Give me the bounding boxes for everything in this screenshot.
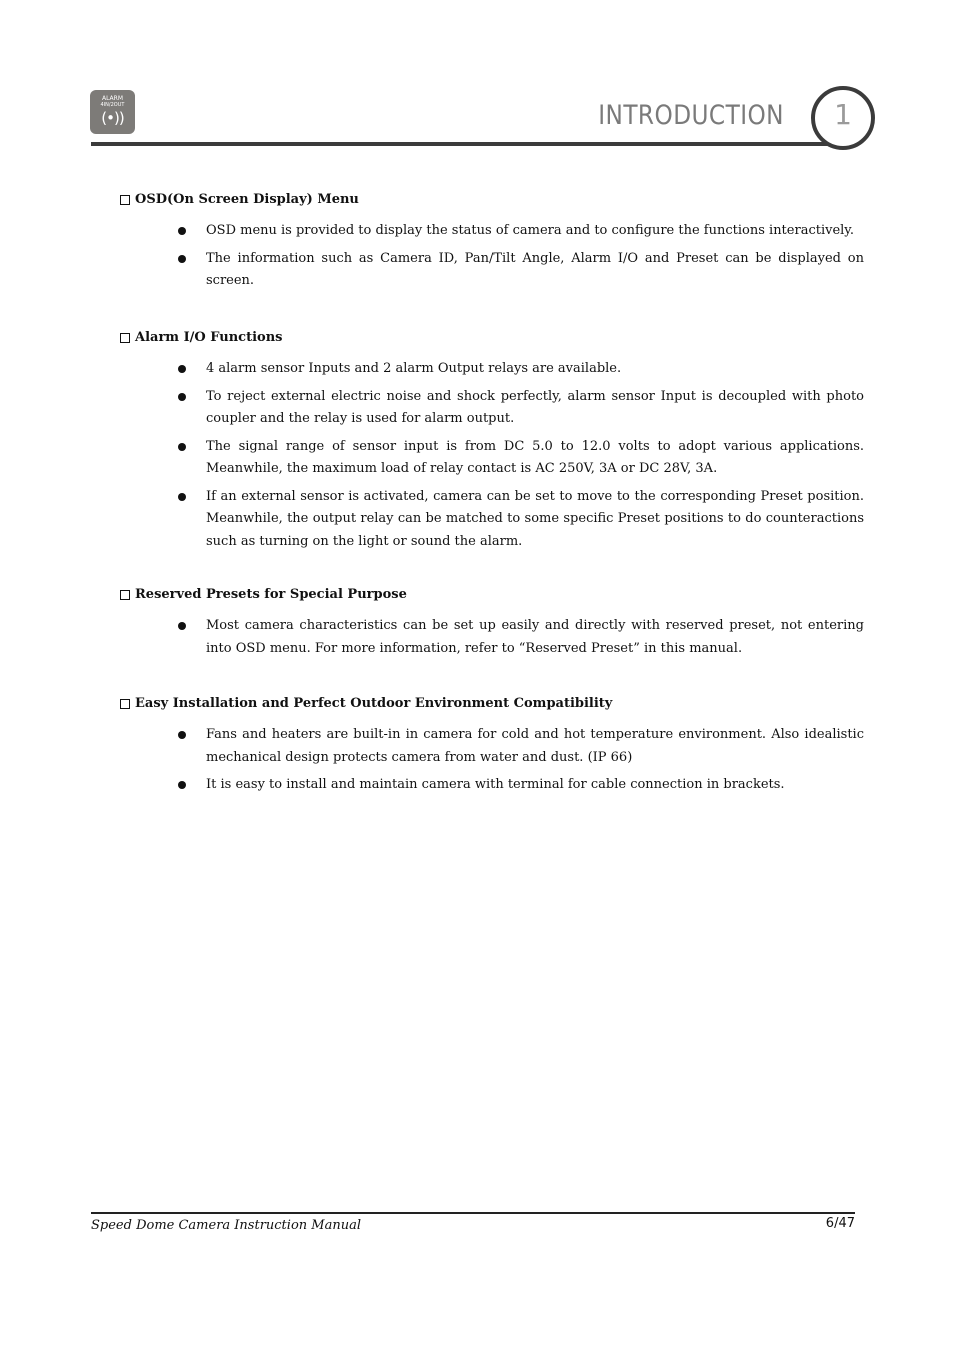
bullet-icon [178,393,186,401]
list-item-text: The signal range of sensor input is from DC 5.0 to 12.0 volts to adopt various applications. Meanwhile, the maximum load of relay contact is AC 250V, 3A or DC 28V, 3A. [206,438,864,476]
section-heading [120,695,864,713]
section-installation [120,695,864,802]
list-item [120,486,864,554]
bullet-icon [178,781,186,789]
chapter-title: INTRODUCTION [598,100,784,131]
checkbox-icon [120,195,130,205]
badge-label-io: 4IN/2OUT [100,102,125,108]
alarm-badge-logo [90,90,135,134]
list-item-text: The information such as Camera ID, Pan/Tilt Angle, Alarm I/O and Preset can be displayed on screen. [206,250,864,288]
section-heading-text: OSD(On Screen Display) Menu [135,192,359,207]
checkbox-icon [120,590,130,600]
section-osd-menu [120,191,864,298]
list-item-text: Fans and heaters are built-in in camera for cold and hot temperature environment. Also idealistic mechanical design protects camera from water and dust. (IP 66) [206,727,864,765]
list-item [120,724,864,769]
list-item [120,386,864,431]
chapter-number-badge [811,86,875,150]
list-item [120,358,864,381]
bullet-icon [178,443,186,451]
bullet-icon [178,731,186,739]
checkbox-icon [120,333,130,343]
section-heading [120,191,864,209]
section-alarm-io [120,329,864,558]
section-heading [120,586,864,604]
list-item-text: It is easy to install and maintain camera with terminal for cable connection in brackets. [206,777,785,792]
bullet-icon [178,622,186,630]
bullet-icon [178,255,186,263]
page-number: 6/47 [825,1216,855,1231]
list-item-text: If an external sensor is activated, camera can be set to move to the corresponding Preset position. Meanwhile, the output relay can be matched to some specific Preset positions to do counteractions such as turning on the light or sound the alarm. [206,488,864,549]
list-item-text: Most camera characteristics can be set up easily and directly with reserved preset, not entering into OSD menu. For more information, refer to “Reserved Preset” in this manual. [206,618,864,656]
section-heading [120,329,864,347]
bullet-list [120,358,864,553]
list-item [120,774,864,797]
bullet-icon [178,227,186,235]
bullet-icon [178,493,186,501]
bullet-list [120,615,864,660]
badge-label-alarm: ALARM [101,95,124,102]
bullet-icon [178,365,186,373]
checkbox-icon [120,699,130,709]
list-item [120,436,864,481]
header-rule [91,142,851,146]
bullet-list [120,220,864,293]
list-item-text: OSD menu is provided to display the status of camera and to configure the functions interactively. [206,223,855,238]
list-item [120,615,864,660]
section-heading-text: Reserved Presets for Special Purpose [135,587,407,602]
list-item [120,220,864,243]
section-reserved-presets [120,586,864,665]
footer-rule [91,1212,855,1214]
section-heading-text: Easy Installation and Perfect Outdoor Environment Compatibility [135,696,613,711]
chapter-number: 1 [834,98,852,131]
footer-manual-title: Speed Dome Camera Instruction Manual [91,1218,361,1233]
list-item-text: 4 alarm sensor Inputs and 2 alarm Output relays are available. [206,361,622,376]
bullet-list [120,724,864,797]
list-item [120,248,864,293]
alarm-signal-icon: (•)) [101,109,124,127]
list-item-text: To reject external electric noise and shock perfectly, alarm sensor Input is decoupled with photo coupler and the relay is used for alarm output. [206,388,864,426]
section-heading-text: Alarm I/O Functions [135,330,283,345]
